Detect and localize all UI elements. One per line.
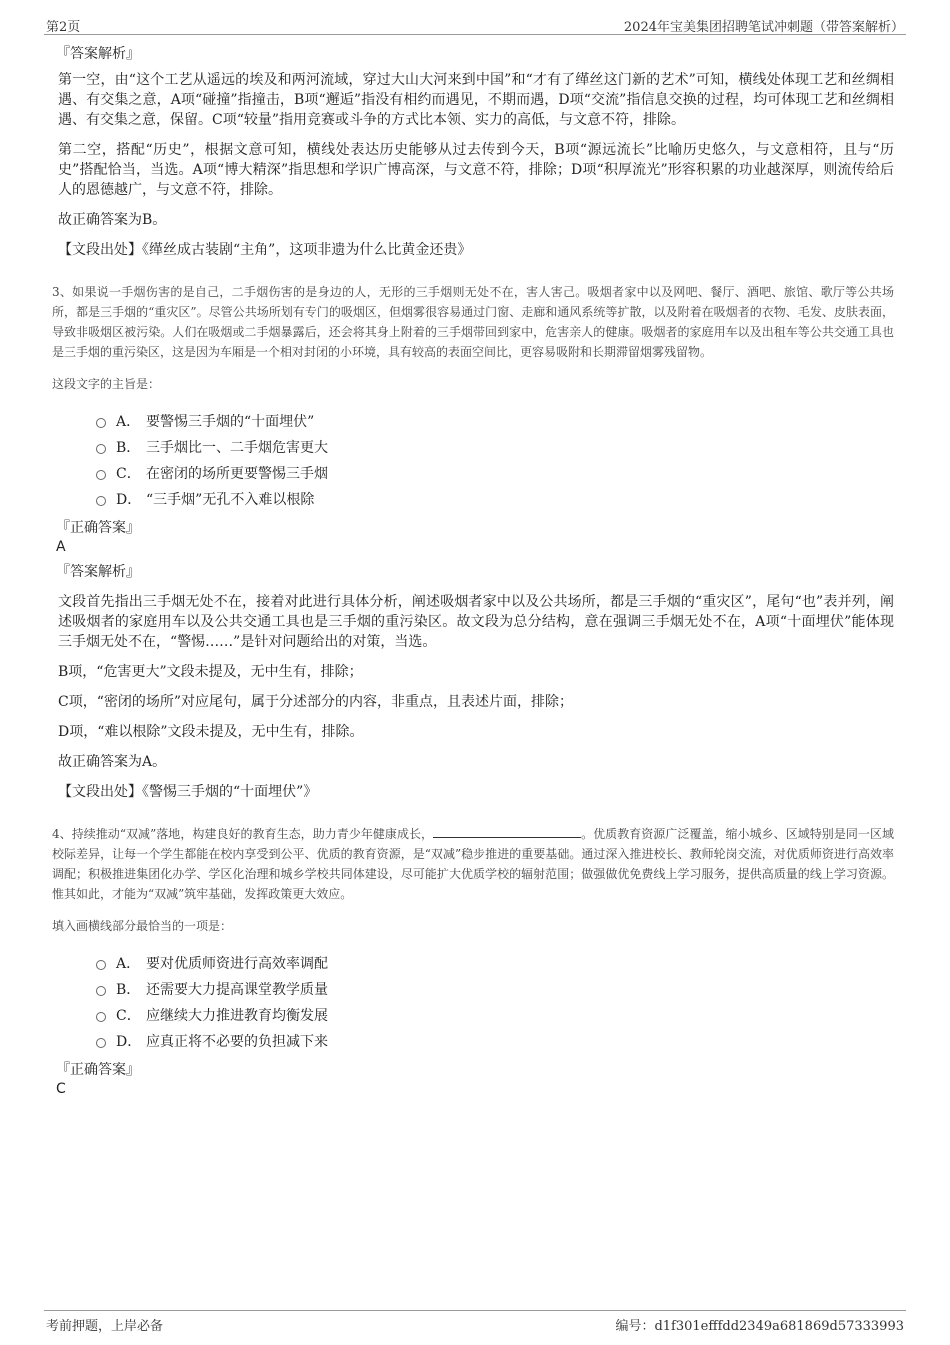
question-4-options — [96, 950, 894, 1054]
option-b[interactable] — [96, 976, 894, 1002]
option-a[interactable] — [96, 950, 894, 976]
radio-icon[interactable] — [96, 1012, 106, 1022]
analysis-label: 『答案解析』 — [56, 46, 140, 62]
radio-icon[interactable] — [96, 418, 106, 428]
analysis-paragraph: 第二空，搭配“历史”，根据文意可知，横线处表达历史能够从过去传到今天，B项“源远流长”比喻历史悠久，与文意相符，且与“历史”搭配恰当，当选。A项“博大精深”指思想和学识广博高深，与文意不符，排除；D项“积厚流光”形容积累的功业越深厚，则流传给后人的恩德越广，与文意不符，排除。 — [58, 142, 894, 198]
option-letter: D． — [116, 1034, 142, 1050]
question-4-text-before: 4、持续推动“双减”落地，构建良好的教育生态，助力青少年健康成长， — [52, 827, 434, 841]
page-header — [44, 12, 906, 35]
option-text: “三手烟”无孔不入难以根除 — [146, 492, 315, 508]
question-3-prompt: 这段文字的主旨是： — [52, 377, 161, 391]
question-4-text — [52, 824, 894, 904]
option-text: 要对优质师资进行高效率调配 — [146, 956, 328, 972]
option-letter: D． — [116, 492, 142, 508]
analysis-paragraph: 第一空，由“这个工艺从遥远的埃及和两河流域，穿过大山大河来到中国”和“才有了缂丝这门新的艺术”可知，横线处体现工艺和丝绸相遇、有交集之意，A项“碰撞”指撞击，B项“邂逅”指没有相约而遇见，不期而遇，D项“交流”指信息交换的过程，均可体现工艺和丝绸相遇、有交集之意，保留。C项“较量”指用竞赛或斗争的方式比本领、实力的高低，与文意不符，排除。 — [58, 72, 894, 128]
question-3-options — [96, 408, 894, 512]
footer-slogan: 考前押题，上岸必备 — [46, 1319, 164, 1334]
source-citation: 【文段出处】《缂丝成古装剧“主角”，这项非遗为什么比黄金还贵》 — [58, 242, 472, 258]
radio-icon[interactable] — [96, 444, 106, 454]
option-d[interactable] — [96, 1028, 894, 1054]
analysis-paragraph: B项，“危害更大”文段未提及，无中生有，排除； — [58, 664, 363, 680]
question-4-prompt: 填入画横线部分最恰当的一项是： — [52, 919, 233, 933]
option-letter: C． — [116, 466, 141, 482]
radio-icon[interactable] — [96, 960, 106, 970]
page-number: 第2页 — [46, 20, 81, 35]
option-text: 应继续大力推进教育均衡发展 — [146, 1008, 328, 1024]
correct-answer: C — [56, 1081, 66, 1097]
radio-icon[interactable] — [96, 496, 106, 506]
option-a[interactable] — [96, 408, 894, 434]
answer-blank — [433, 825, 581, 838]
page-content — [52, 44, 894, 1102]
question-3-text: 3、如果说一手烟伤害的是自己，二手烟伤害的是身边的人，无形的三手烟则无处不在，害人害己。吸烟者家中以及网吧、餐厅、酒吧、旅馆、歌厅等公共场所，都是三手烟的“重灾区”。尽管公共场所划有专门的吸烟区，但烟雾很容易通过门窗、走廊和通风系统等扩散，以及附着在吸烟者的衣物、毛发、皮肤表面，导致非吸烟区被污染。人们在吸烟或二手烟暴露后，还会将其身上附着的三手烟带回到家中，危害亲人的健康。吸烟者的家庭用车以及出租车等公共交通工具也是三手烟的重污染区，这是因为车厢是一个相对封闭的小环境，具有较高的表面空间比，更容易吸附和长期滞留烟雾残留物。 — [52, 285, 894, 359]
analysis-paragraph: D项，“难以根除”文段未提及，无中生有，排除。 — [58, 724, 364, 740]
option-text: 要警惕三手烟的“十面埋伏” — [146, 414, 315, 430]
option-letter: B． — [116, 440, 141, 456]
document-id: 编号：d1f301efffdd2349a681869d57333993 — [615, 1319, 904, 1334]
conclusion: 故正确答案为B。 — [58, 212, 167, 228]
conclusion: 故正确答案为A。 — [58, 754, 167, 770]
option-text: 还需要大力提高课堂教学质量 — [146, 982, 328, 998]
radio-icon[interactable] — [96, 986, 106, 996]
analysis-label: 『答案解析』 — [56, 564, 140, 580]
option-c[interactable] — [96, 460, 894, 486]
correct-answer-label: 『正确答案』 — [56, 1062, 140, 1078]
analysis-paragraph: C项，“密闭的场所”对应尾句，属于分述部分的内容，非重点，且表述片面，排除； — [58, 694, 574, 710]
option-text: 三手烟比一、二手烟危害更大 — [146, 440, 328, 456]
option-text: 在密闭的场所更要警惕三手烟 — [146, 466, 328, 482]
page-footer — [44, 1310, 906, 1333]
radio-icon[interactable] — [96, 470, 106, 480]
option-c[interactable] — [96, 1002, 894, 1028]
option-letter: C． — [116, 1008, 141, 1024]
option-letter: B． — [116, 982, 141, 998]
analysis-paragraph: 文段首先指出三手烟无处不在，接着对此进行具体分析，阐述吸烟者家中以及公共场所，都是三手烟的“重灾区”，尾句“也”表并列，阐述吸烟者的家庭用车以及公共交通工具也是三手烟的重污染区。故文段为总分结构，意在强调三手烟无处不在，A项“十面埋伏”能体现三手烟无处不在，“警惕……”是针对问题给出的对策，当选。 — [58, 594, 894, 650]
option-d[interactable] — [96, 486, 894, 512]
correct-answer: A — [56, 539, 66, 555]
radio-icon[interactable] — [96, 1038, 106, 1048]
source-citation: 【文段出处】《警惕三手烟的“十面埋伏”》 — [58, 784, 318, 800]
question-4-text-after: 。优质教育资源广泛覆盖，缩小城乡、区域特别是同一区域校际差异，让每一个学生都能在校内享受到公平、优质的教育资源，是“双减”稳步推进的重要基础。通过深入推进校长、教师轮岗交流，对优质师资进行高效率调配；积极推进集团化办学、学区化治理和城乡学校共同体建设，尽可能扩大优质学校的辐射范围；做强做优免费线上学习服务，提供高质量的线上学习资源。惟其如此，才能为“双减”筑牢基础，发挥政策更大效应。 — [52, 827, 894, 901]
option-letter: A． — [116, 414, 141, 430]
document-title: 2024年宝美集团招聘笔试冲刺题（带答案解析） — [623, 20, 904, 35]
option-b[interactable] — [96, 434, 894, 460]
correct-answer-label: 『正确答案』 — [56, 520, 140, 536]
option-text: 应真正将不必要的负担减下来 — [146, 1034, 328, 1050]
option-letter: A． — [116, 956, 141, 972]
